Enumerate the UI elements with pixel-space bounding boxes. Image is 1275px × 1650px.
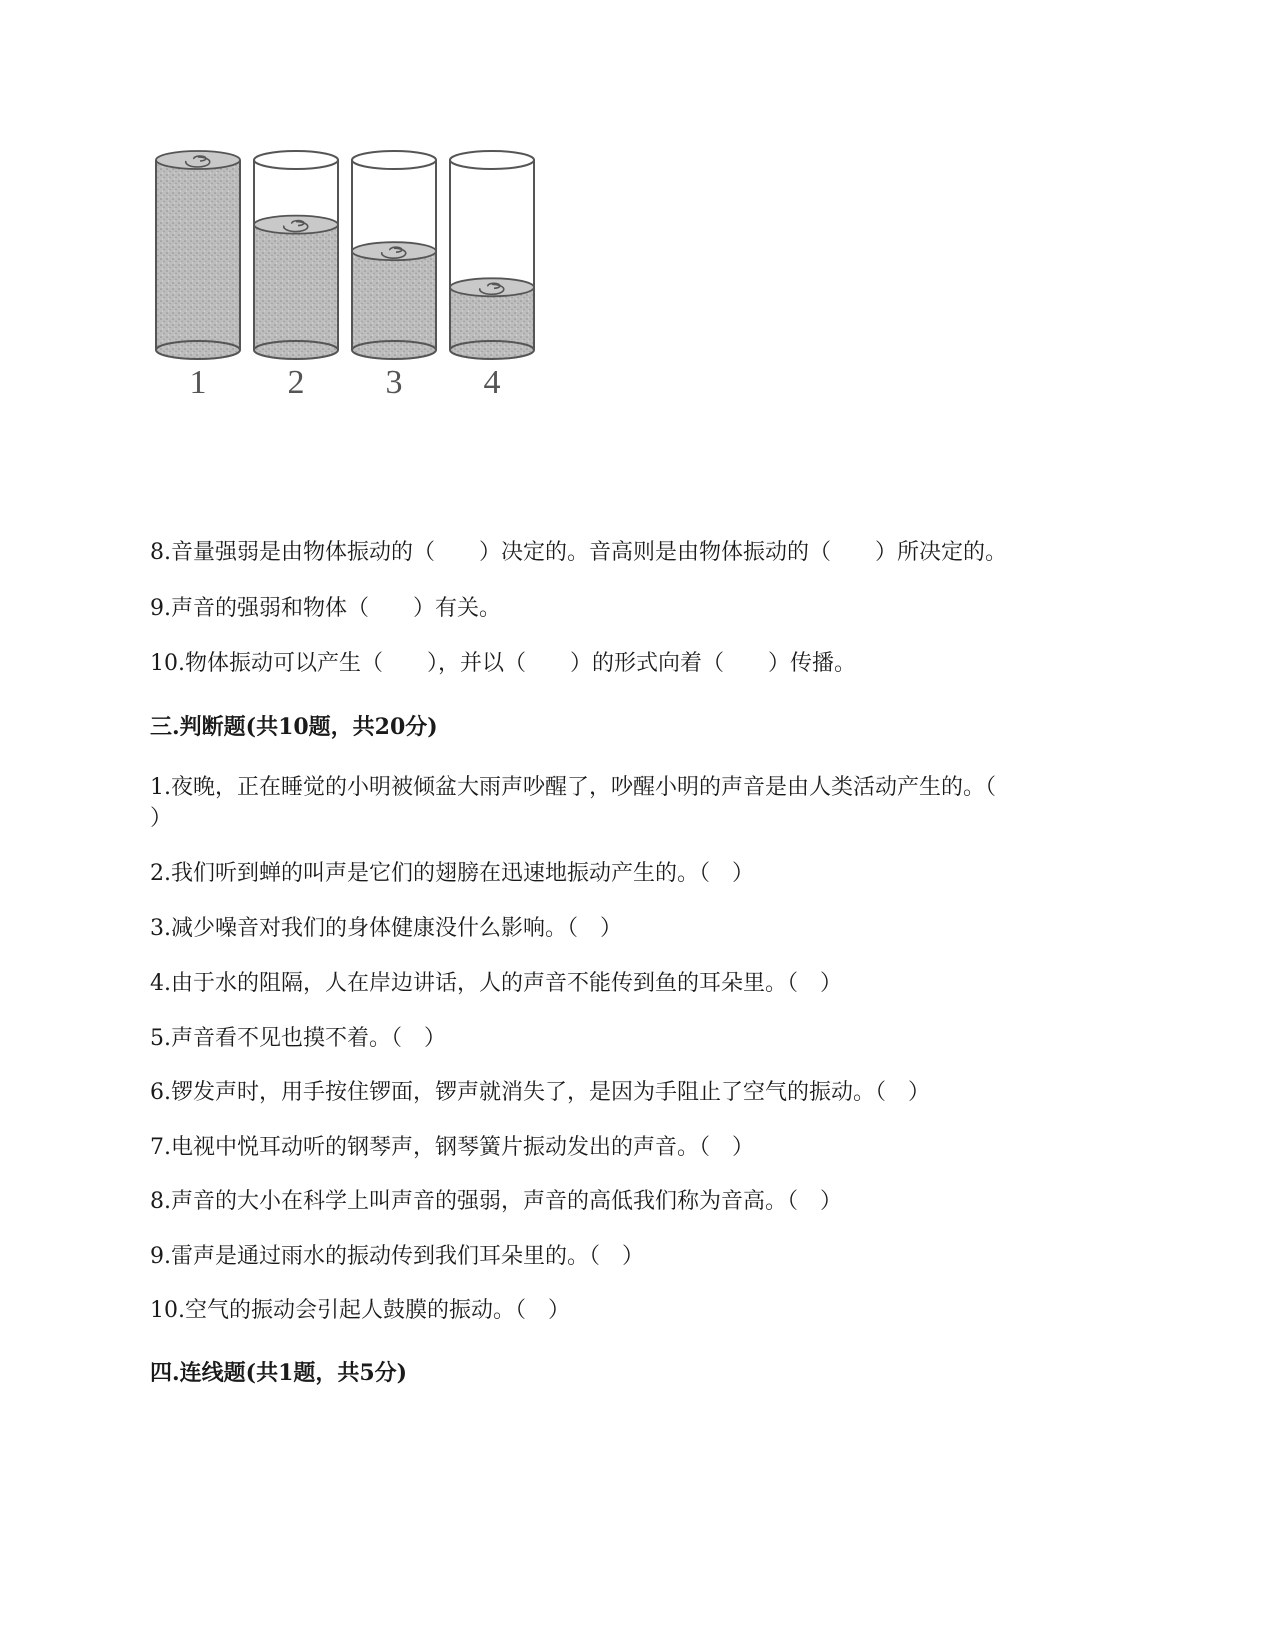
cylinder-2: [254, 151, 338, 401]
cylinder-1: [156, 151, 240, 401]
fill-blank-question-8: 8.音量强弱是由物体振动的（ ）决定的。音高则是由物体振动的（ ）所决定的。: [150, 540, 1007, 565]
section-3-heading: 三.判断题(共10题，共20分): [150, 714, 438, 740]
judgement-question-2: 2.我们听到蝉的叫声是它们的翅膀在迅速地振动产生的。（ ）: [150, 861, 754, 886]
judgement-question-8: 8.声音的大小在科学上叫声音的强弱，声音的高低我们称为音高。（ ）: [150, 1189, 842, 1214]
judgement-question-6: 6.锣发声时，用手按住锣面，锣声就消失了，是因为手阻止了空气的振动。（ ）: [150, 1080, 930, 1105]
judgement-question-3: 3.减少噪音对我们的身体健康没什么影响。（ ）: [150, 916, 622, 941]
water-cylinders-figure: [148, 138, 568, 413]
cylinder-4: [450, 151, 534, 401]
judgement-question-10: 10.空气的振动会引起人鼓膜的振动。（ ）: [150, 1298, 570, 1323]
fill-blank-question-10: 10.物体振动可以产生（ ），并以（ ）的形式向着（ ）传播。: [150, 651, 856, 676]
judgement-question-9: 9.雷声是通过雨水的振动传到我们耳朵里的。（ ）: [150, 1244, 644, 1269]
judgement-question-7: 7.电视中悦耳动听的钢琴声，钢琴簧片振动发出的声音。（ ）: [150, 1135, 754, 1160]
judgement-question-5: 5.声音看不见也摸不着。（ ）: [150, 1026, 446, 1051]
cylinder-label-2: 2: [287, 364, 305, 401]
cylinder-label-4: 4: [483, 364, 501, 401]
judgement-question-4: 4.由于水的阻隔，人在岸边讲话，人的声音不能传到鱼的耳朵里。（ ）: [150, 971, 842, 996]
cylinder-label-1: 1: [189, 364, 207, 401]
cylinder-label-3: 3: [385, 364, 403, 401]
fill-blank-question-9: 9.声音的强弱和物体（ ）有关。: [150, 596, 501, 621]
section-4-heading: 四.连线题(共1题，共5分): [150, 1360, 408, 1386]
cylinder-3: [352, 151, 436, 401]
judgement-question-1: 1.夜晚，正在睡觉的小明被倾盆大雨声吵醒了，吵醒小明的声音是由人类活动产生的。（ ）: [150, 775, 996, 831]
